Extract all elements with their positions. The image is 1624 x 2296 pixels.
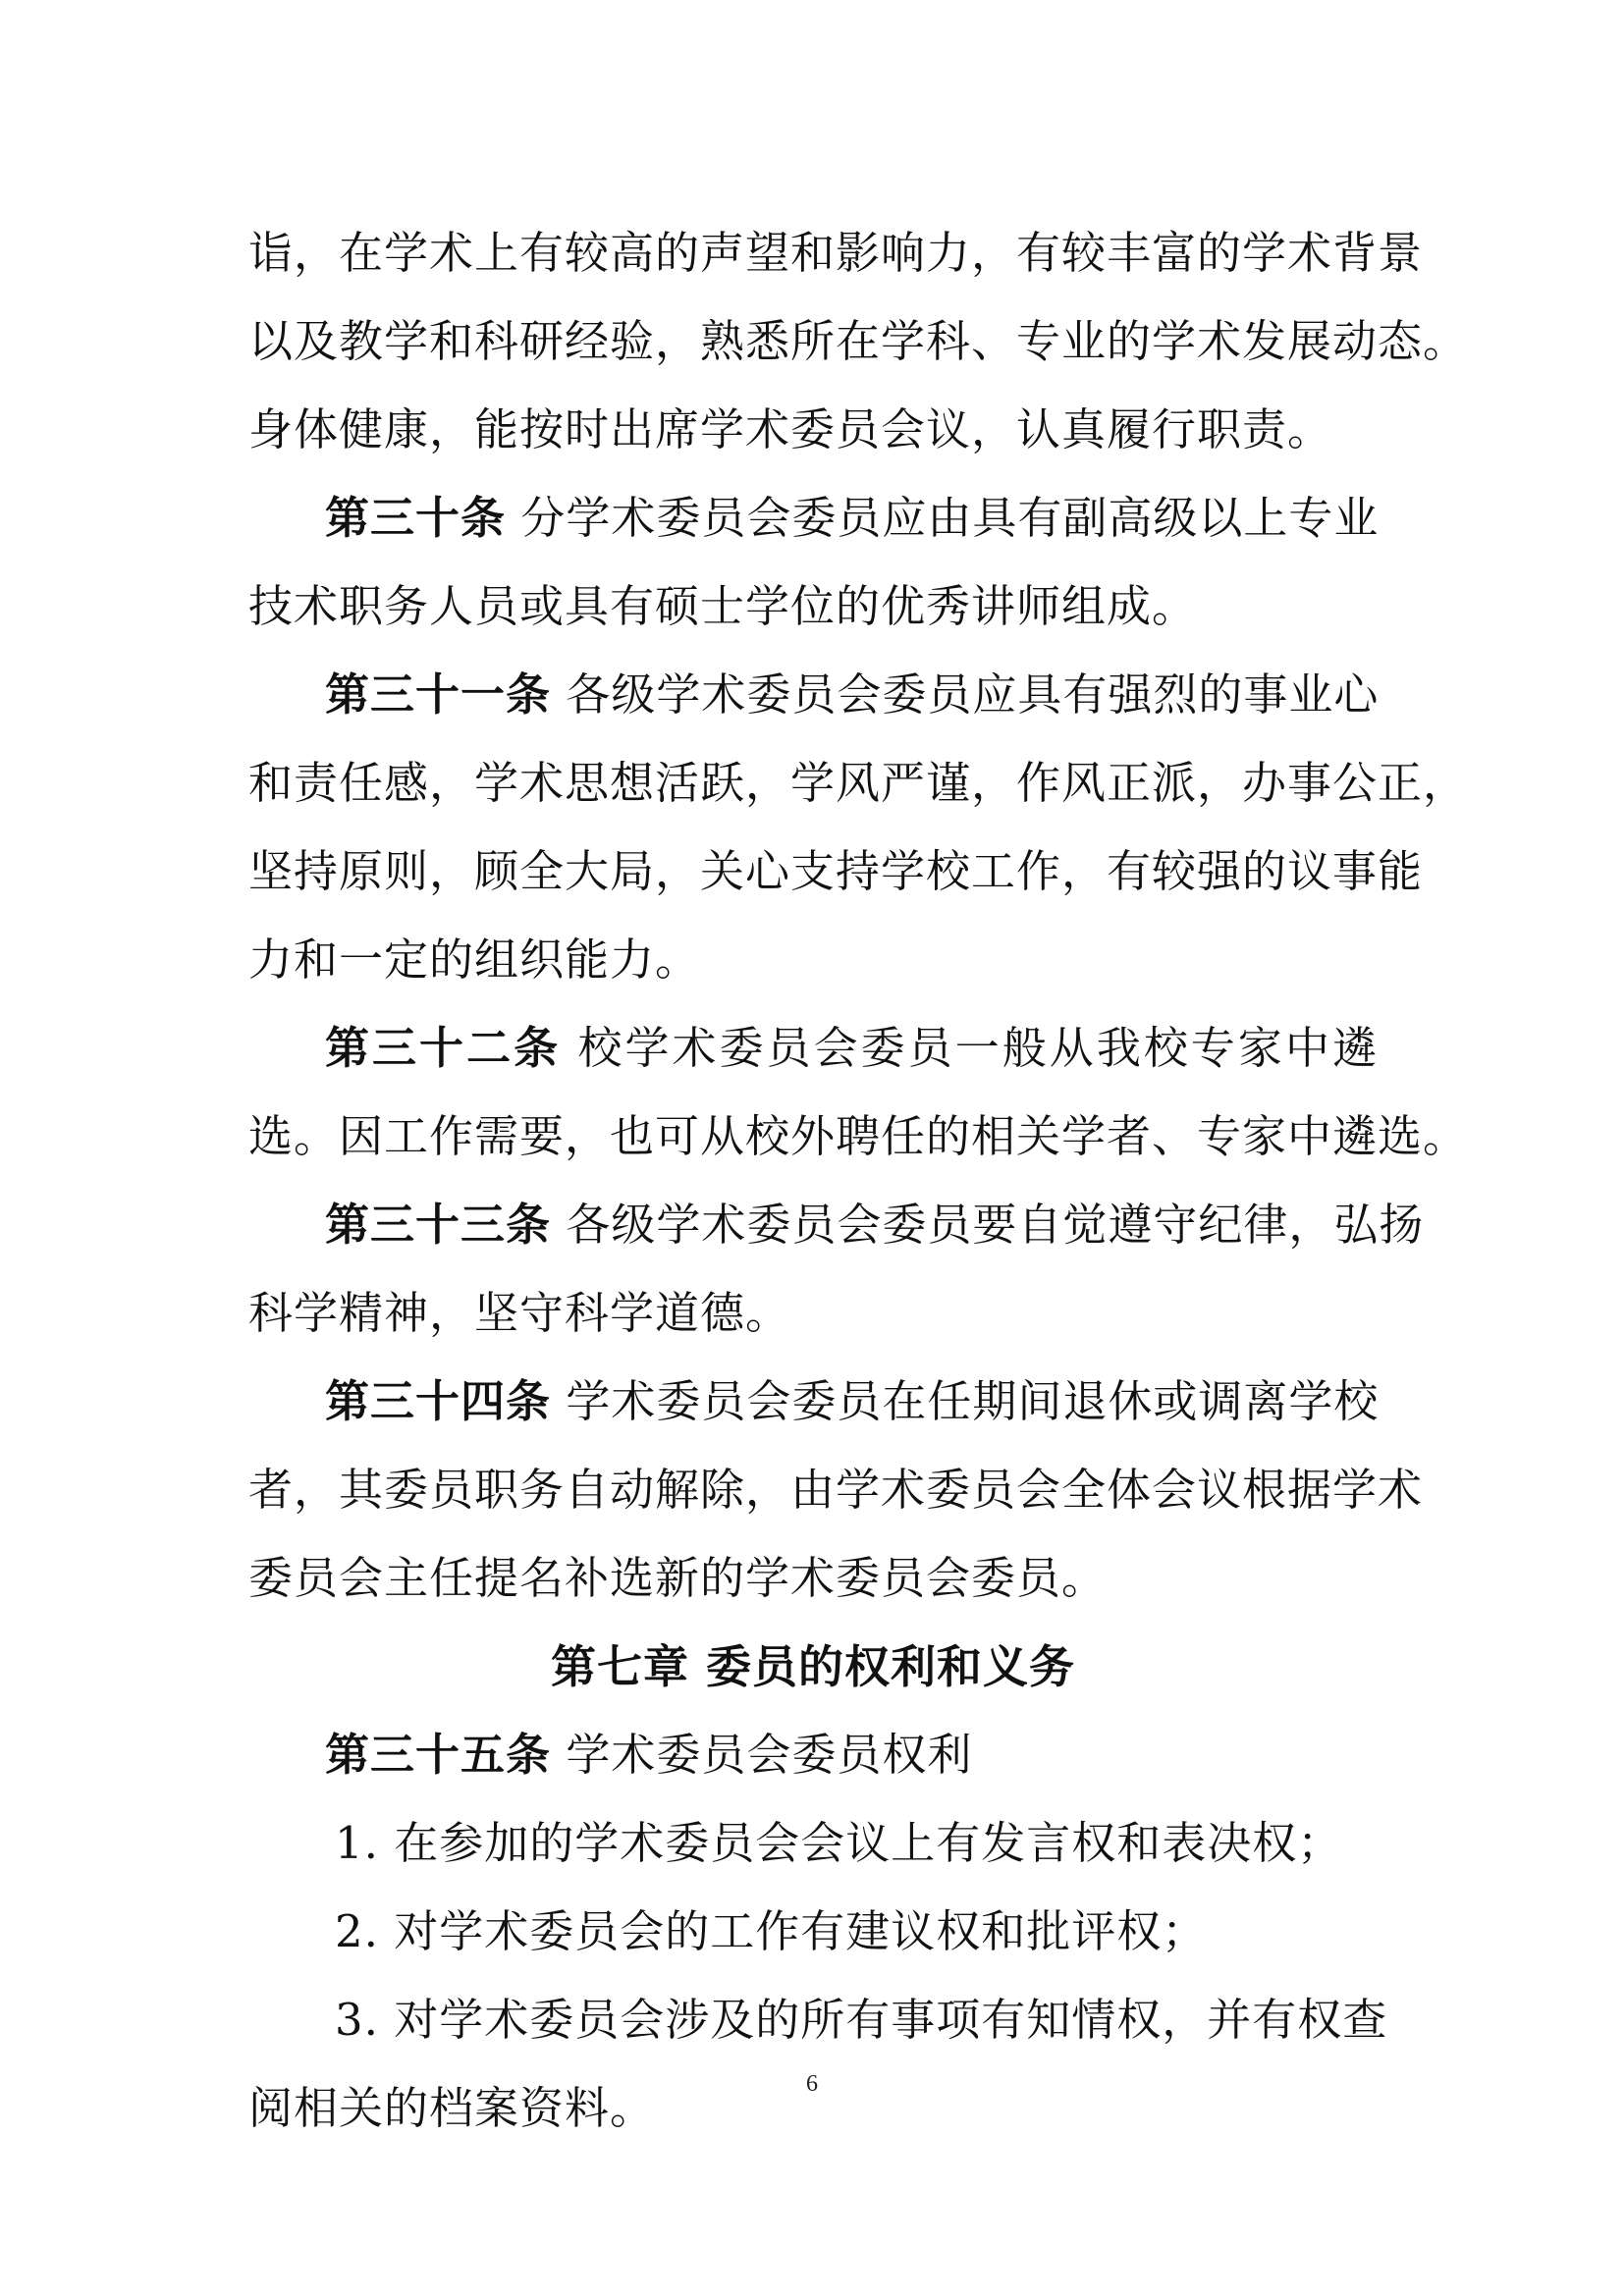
- article-title: 第三十一条: [325, 668, 552, 721]
- article-title: 第三十二条: [325, 1022, 562, 1074]
- article-31-line: [248, 651, 1378, 739]
- text-line: 身体健康，能按时出席学术委员会议，认真履行职责。: [248, 403, 1333, 455]
- text-line: 坚持原则，顾全大局，关心支持学校工作，有较强的议事能: [248, 845, 1424, 897]
- article-text: 学术委员会委员在任期间退休或调离学校: [566, 1375, 1380, 1427]
- text-line: 以及教学和科研经验，熟悉所在学科、专业的学术发展动态。: [248, 315, 1469, 367]
- text-line: 阅相关的档案资料。: [248, 2082, 656, 2134]
- list-item: 3. 对学术委员会涉及的所有事项有知情权，并有权查: [335, 1994, 1388, 2046]
- text-line: 选。因工作需要，也可从校外聘任的相关学者、专家中遴选。: [248, 1110, 1469, 1162]
- article-32-line: [248, 1004, 1378, 1093]
- page-number: 6: [806, 2071, 818, 2097]
- article-title: 第三十四条: [325, 1375, 552, 1427]
- article-33-line: [248, 1181, 1425, 1269]
- text-line: 技术职务人员或具有硕士学位的优秀讲师组成。: [248, 580, 1198, 632]
- article-title: 第三十五条: [325, 1729, 552, 1781]
- list-item: 1. 在参加的学术委员会会议上有发言权和表决权；: [335, 1817, 1343, 1869]
- article-35-line: [248, 1711, 1378, 1799]
- article-text: 学术委员会委员权利: [566, 1729, 973, 1781]
- article-30-line: [248, 474, 1378, 562]
- text-line: 诣，在学术上有较高的声望和影响力，有较丰富的学术背景: [248, 227, 1424, 279]
- article-34-line: [248, 1358, 1378, 1446]
- article-title: 第三十三条: [325, 1199, 552, 1251]
- chapter-heading: 第七章 委员的权利和义务: [550, 1640, 1075, 1693]
- article-text: 分学术委员会委员应由具有副高级以上专业: [520, 492, 1380, 544]
- text-line: 委员会主任提名补选新的学术委员会委员。: [248, 1552, 1108, 1604]
- text-line: 力和一定的组织能力。: [248, 934, 701, 986]
- article-text: 各级学术委员会委员要自觉遵守纪律，弘扬: [566, 1199, 1425, 1251]
- article-title: 第三十条: [325, 492, 507, 544]
- article-text: 校学术委员会委员一般从我校专家中遴: [577, 1022, 1378, 1074]
- document-body: [248, 209, 1469, 2153]
- text-line: 者，其委员职务自动解除，由学术委员会全体会议根据学术: [248, 1464, 1424, 1516]
- text-line: 和责任感，学术思想活跃，学风严谨，作风正派，办事公正，: [248, 757, 1469, 809]
- article-text: 各级学术委员会委员应具有强烈的事业心: [566, 668, 1380, 721]
- list-item: 2. 对学术委员会的工作有建议权和批评权；: [335, 1905, 1208, 1957]
- text-line: 科学精神，坚守科学道德。: [248, 1287, 791, 1339]
